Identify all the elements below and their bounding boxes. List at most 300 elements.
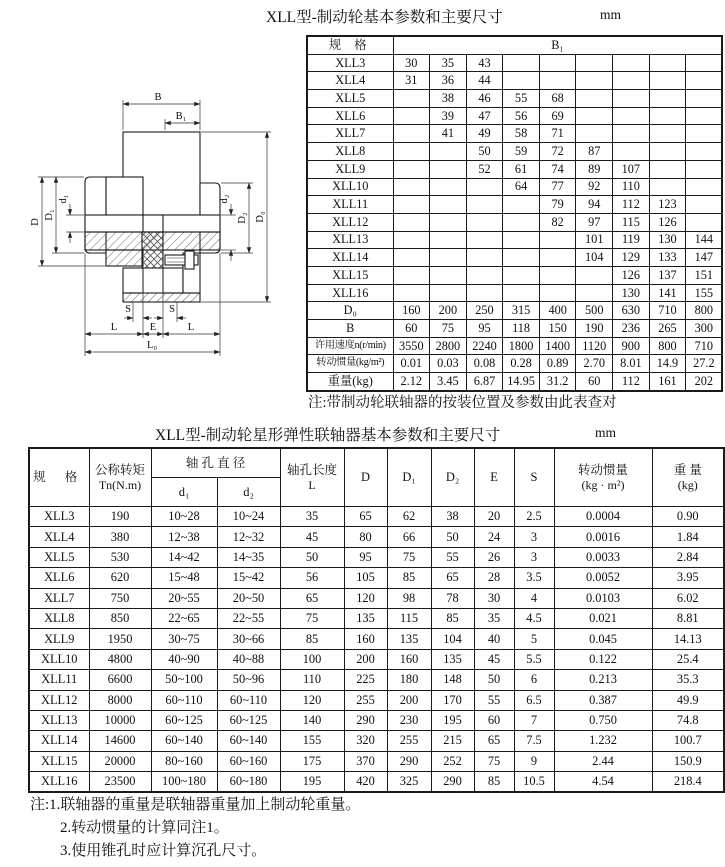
value-cell: 35 — [430, 54, 467, 72]
row-label: XLL12 — [29, 690, 89, 710]
dim-label-d2: d₂ — [219, 194, 230, 204]
value-cell: 30 — [393, 54, 430, 72]
table-row — [29, 588, 724, 608]
value-cell: 60 — [576, 373, 613, 391]
row-label: XLL9 — [29, 629, 89, 649]
value-cell: 750 — [89, 588, 151, 608]
value-cell: 44 — [466, 72, 503, 90]
value-cell — [393, 107, 430, 125]
value-cell: 120 — [344, 588, 387, 608]
table-row — [29, 568, 724, 588]
value-cell: 7.5 — [514, 731, 554, 751]
value-cell: 147 — [686, 249, 723, 267]
table2-header-row-1 — [29, 448, 724, 478]
value-cell: 850 — [89, 608, 151, 628]
table1-b1-header: B₁ — [393, 36, 722, 54]
table1-title: XLL型-制动轮基本参数和主要尺寸 — [266, 9, 503, 26]
value-cell: 0.387 — [554, 690, 652, 710]
value-cell: 215 — [431, 731, 474, 751]
value-cell: 0.213 — [554, 670, 652, 690]
value-cell: 49 — [466, 125, 503, 143]
value-cell: 80 — [344, 527, 387, 547]
table-row — [307, 355, 722, 373]
value-cell — [430, 266, 467, 284]
value-cell: 175 — [280, 751, 344, 771]
weight-header-line1: 重 量 — [673, 462, 702, 477]
table-row — [307, 196, 722, 214]
value-cell — [466, 284, 503, 302]
value-cell — [649, 90, 686, 108]
value-cell: 620 — [89, 568, 151, 588]
row-label: XLL7 — [29, 588, 89, 608]
value-cell — [686, 196, 723, 214]
value-cell — [466, 196, 503, 214]
value-cell: 60~125 — [151, 710, 217, 730]
value-cell: 50 — [280, 547, 344, 567]
table1-spec-header: 规 格 — [307, 36, 393, 54]
value-cell: 265 — [649, 320, 686, 338]
value-cell — [430, 160, 467, 178]
value-cell: 225 — [344, 670, 387, 690]
table-row — [307, 337, 722, 355]
value-cell: 0.03 — [430, 355, 467, 373]
row-label: XLL11 — [307, 196, 393, 214]
value-cell: 2.12 — [393, 373, 430, 391]
dim-label-d1: d₁ — [58, 194, 69, 204]
value-cell — [613, 125, 650, 143]
value-cell — [686, 107, 723, 125]
dim-label-L: L — [110, 322, 118, 333]
value-cell: 60~180 — [217, 772, 280, 793]
value-cell: 60 — [393, 320, 430, 338]
value-cell: 60~125 — [217, 710, 280, 730]
value-cell: 26 — [474, 547, 514, 567]
value-cell: 10.5 — [514, 772, 554, 793]
coupling-shapes — [85, 132, 220, 302]
value-cell: 160 — [387, 649, 431, 669]
value-cell: 115 — [613, 213, 650, 231]
value-cell: 710 — [686, 337, 723, 355]
value-cell: 112 — [613, 373, 650, 391]
value-cell: 123 — [649, 196, 686, 214]
value-cell — [393, 178, 430, 196]
value-cell: 160 — [393, 302, 430, 320]
value-cell: 15~48 — [151, 568, 217, 588]
value-cell — [393, 213, 430, 231]
value-cell — [393, 249, 430, 267]
value-cell — [466, 178, 503, 196]
value-cell: 56 — [280, 568, 344, 588]
value-cell — [649, 178, 686, 196]
value-cell: 75 — [280, 608, 344, 628]
table2-borelength-header — [280, 448, 344, 507]
row-label: XLL10 — [29, 649, 89, 669]
footnote-line: 2.转动惯量的计算同注1。 — [60, 820, 229, 836]
dim-label-D1: D₁ — [44, 209, 55, 221]
value-cell: 155 — [280, 731, 344, 751]
value-cell: 14.95 — [503, 373, 540, 391]
value-cell — [576, 90, 613, 108]
value-cell — [393, 196, 430, 214]
table-row — [307, 320, 722, 338]
value-cell: 0.0016 — [554, 527, 652, 547]
value-cell: 50~100 — [151, 670, 217, 690]
table-row — [307, 54, 722, 72]
value-cell: 62 — [387, 507, 431, 527]
table2-d1-header: d₁ — [151, 478, 217, 507]
value-cell — [576, 284, 613, 302]
value-cell — [393, 284, 430, 302]
table-row — [29, 629, 724, 649]
value-cell: 71 — [539, 125, 576, 143]
table-row — [307, 107, 722, 125]
value-cell: 9 — [514, 751, 554, 771]
row-label: XLL13 — [29, 710, 89, 730]
value-cell: 31 — [393, 72, 430, 90]
table2-d2-header: d₂ — [217, 478, 280, 507]
value-cell: 60 — [474, 710, 514, 730]
value-cell: 200 — [344, 649, 387, 669]
table-row — [29, 690, 724, 710]
table-row — [307, 249, 722, 267]
value-cell: 101 — [576, 231, 613, 249]
value-cell: 20 — [474, 507, 514, 527]
value-cell: 0.08 — [466, 355, 503, 373]
value-cell — [613, 107, 650, 125]
value-cell: 2.84 — [652, 547, 724, 567]
dim-label-S: S — [125, 304, 131, 315]
value-cell — [503, 266, 540, 284]
value-cell: 105 — [344, 568, 387, 588]
value-cell — [503, 72, 540, 90]
row-label: XLL4 — [307, 72, 393, 90]
value-cell: 40~90 — [151, 649, 217, 669]
value-cell: 0.750 — [554, 710, 652, 730]
value-cell: 1.232 — [554, 731, 652, 751]
table2-D2-header: D₂ — [431, 448, 474, 507]
table-row — [29, 649, 724, 669]
borelength-header-line1: 轴孔长度 — [287, 462, 338, 477]
value-cell: 20000 — [89, 751, 151, 771]
dim-label-D0: D₀ — [255, 211, 266, 223]
value-cell — [503, 196, 540, 214]
value-cell — [686, 178, 723, 196]
value-cell: 45 — [280, 527, 344, 547]
value-cell: 200 — [387, 690, 431, 710]
value-cell: 0.045 — [554, 629, 652, 649]
value-cell — [393, 160, 430, 178]
value-cell: 6.87 — [466, 373, 503, 391]
value-cell: 24 — [474, 527, 514, 547]
value-cell: 190 — [89, 507, 151, 527]
value-cell: 31.2 — [539, 373, 576, 391]
value-cell: 255 — [387, 731, 431, 751]
value-cell: 12~32 — [217, 527, 280, 547]
row-label: XLL5 — [307, 90, 393, 108]
value-cell: 10~24 — [217, 507, 280, 527]
value-cell — [430, 249, 467, 267]
value-cell — [686, 72, 723, 90]
value-cell — [576, 72, 613, 90]
footnotes — [30, 794, 360, 863]
value-cell: 380 — [89, 527, 151, 547]
value-cell: 56 — [503, 107, 540, 125]
value-cell: 14.9 — [649, 355, 686, 373]
value-cell — [393, 90, 430, 108]
value-cell — [503, 231, 540, 249]
value-cell: 50 — [474, 670, 514, 690]
value-cell — [686, 125, 723, 143]
value-cell: 129 — [613, 249, 650, 267]
value-cell — [393, 231, 430, 249]
row-label: XLL16 — [29, 772, 89, 793]
brake-wheel-table — [306, 35, 723, 392]
table-row — [29, 751, 724, 771]
value-cell — [649, 160, 686, 178]
dim-label-B: B — [154, 92, 162, 103]
table2-weight-header — [652, 448, 724, 507]
table-row — [29, 608, 724, 628]
value-cell: 14~42 — [151, 547, 217, 567]
value-cell — [539, 54, 576, 72]
value-cell: 65 — [431, 568, 474, 588]
value-cell: 1950 — [89, 629, 151, 649]
table-row — [307, 373, 722, 391]
table-row — [307, 72, 722, 90]
value-cell — [430, 231, 467, 249]
value-cell — [613, 90, 650, 108]
value-cell: 43 — [466, 54, 503, 72]
value-cell — [649, 107, 686, 125]
value-cell: 100 — [280, 649, 344, 669]
value-cell: 1800 — [503, 337, 540, 355]
value-cell: 104 — [431, 629, 474, 649]
torque-header-line2: Tn(N.m) — [98, 477, 142, 492]
table-row — [29, 547, 724, 567]
table-row — [307, 90, 722, 108]
dim-label-E: E — [149, 322, 157, 333]
value-cell: 74 — [539, 160, 576, 178]
value-cell: 60~140 — [151, 731, 217, 751]
value-cell: 290 — [344, 710, 387, 730]
row-label: XLL14 — [307, 249, 393, 267]
value-cell — [649, 143, 686, 161]
value-cell: 135 — [344, 608, 387, 628]
value-cell: 3550 — [393, 337, 430, 355]
value-cell: 65 — [474, 731, 514, 751]
value-cell: 40 — [474, 629, 514, 649]
value-cell: 800 — [686, 302, 723, 320]
value-cell: 41 — [430, 125, 467, 143]
value-cell: 110 — [613, 178, 650, 196]
value-cell: 300 — [686, 320, 723, 338]
value-cell: 75 — [430, 320, 467, 338]
value-cell: 14~35 — [217, 547, 280, 567]
value-cell: 68 — [539, 90, 576, 108]
value-cell: 180 — [387, 670, 431, 690]
value-cell: 252 — [431, 751, 474, 771]
value-cell: 36 — [430, 72, 467, 90]
table1-header-row — [307, 36, 722, 54]
value-cell: 14600 — [89, 731, 151, 751]
value-cell: 144 — [686, 231, 723, 249]
row-label: XLL7 — [307, 125, 393, 143]
value-cell: 27.2 — [686, 355, 723, 373]
value-cell: 35.3 — [652, 670, 724, 690]
value-cell: 50 — [466, 143, 503, 161]
table2-D-header: D — [344, 448, 387, 507]
value-cell: 87 — [576, 143, 613, 161]
value-cell: 5 — [514, 629, 554, 649]
value-cell: 60~110 — [217, 690, 280, 710]
row-label: XLL14 — [29, 731, 89, 751]
value-cell: 50~96 — [217, 670, 280, 690]
value-cell: 94 — [576, 196, 613, 214]
table-row — [307, 266, 722, 284]
value-cell: 28 — [474, 568, 514, 588]
table-row — [307, 178, 722, 196]
value-cell: 55 — [431, 547, 474, 567]
value-cell: 218.4 — [652, 772, 724, 793]
value-cell: 170 — [431, 690, 474, 710]
value-cell — [539, 284, 576, 302]
value-cell — [503, 213, 540, 231]
value-cell — [466, 213, 503, 231]
value-cell: 110 — [280, 670, 344, 690]
value-cell: 25.4 — [652, 649, 724, 669]
value-cell: 3 — [514, 527, 554, 547]
value-cell: 500 — [576, 302, 613, 320]
row-label: XLL16 — [307, 284, 393, 302]
value-cell: 1.84 — [652, 527, 724, 547]
value-cell: 130 — [649, 231, 686, 249]
value-cell — [393, 125, 430, 143]
value-cell: 8000 — [89, 690, 151, 710]
value-cell: 0.89 — [539, 355, 576, 373]
table2-D1-header: D₁ — [387, 448, 431, 507]
dim-label-B1: B₁ — [175, 111, 187, 122]
value-cell — [576, 266, 613, 284]
row-label: XLL13 — [307, 231, 393, 249]
value-cell — [393, 266, 430, 284]
value-cell: 0.122 — [554, 649, 652, 669]
row-label: 许用速度n(r/min) — [307, 337, 393, 355]
value-cell: 290 — [387, 751, 431, 771]
dim-label-S: S — [169, 304, 175, 315]
row-label: B — [307, 320, 393, 338]
value-cell: 133 — [649, 249, 686, 267]
value-cell: 82 — [539, 213, 576, 231]
value-cell: 45 — [474, 649, 514, 669]
value-cell: 20~50 — [217, 588, 280, 608]
inertia-header-line2: (kg · m²) — [581, 477, 625, 492]
value-cell: 325 — [387, 772, 431, 793]
value-cell: 250 — [466, 302, 503, 320]
value-cell: 92 — [576, 178, 613, 196]
value-cell: 80~160 — [151, 751, 217, 771]
row-label: XLL15 — [307, 266, 393, 284]
value-cell: 5.5 — [514, 649, 554, 669]
value-cell: 30 — [474, 588, 514, 608]
row-label: XLL11 — [29, 670, 89, 690]
table-row — [307, 125, 722, 143]
value-cell — [430, 284, 467, 302]
value-cell: 800 — [649, 337, 686, 355]
value-cell — [649, 125, 686, 143]
value-cell: 64 — [503, 178, 540, 196]
value-cell — [466, 249, 503, 267]
value-cell: 65 — [344, 507, 387, 527]
table2-torque-header — [89, 448, 151, 507]
value-cell: 236 — [613, 320, 650, 338]
value-cell: 107 — [613, 160, 650, 178]
value-cell: 74.8 — [652, 710, 724, 730]
value-cell: 120 — [280, 690, 344, 710]
value-cell: 130 — [613, 284, 650, 302]
row-label: XLL3 — [29, 507, 89, 527]
value-cell: 85 — [280, 629, 344, 649]
table2-E-header: E — [474, 448, 514, 507]
value-cell: 6 — [514, 670, 554, 690]
value-cell — [576, 125, 613, 143]
value-cell: 2240 — [466, 337, 503, 355]
value-cell: 66 — [387, 527, 431, 547]
value-cell: 255 — [344, 690, 387, 710]
value-cell: 8.81 — [652, 608, 724, 628]
row-label: XLL10 — [307, 178, 393, 196]
value-cell: 112 — [613, 196, 650, 214]
value-cell: 400 — [539, 302, 576, 320]
value-cell: 85 — [474, 772, 514, 793]
value-cell: 530 — [89, 547, 151, 567]
value-cell: 30~75 — [151, 629, 217, 649]
value-cell: 46 — [466, 90, 503, 108]
table-row — [307, 213, 722, 231]
value-cell: 58 — [503, 125, 540, 143]
value-cell: 0.01 — [393, 355, 430, 373]
value-cell: 97 — [576, 213, 613, 231]
value-cell: 370 — [344, 751, 387, 771]
value-cell — [649, 72, 686, 90]
value-cell: 20~55 — [151, 588, 217, 608]
table2-inertia-header — [554, 448, 652, 507]
value-cell: 140 — [280, 710, 344, 730]
value-cell: 78 — [431, 588, 474, 608]
table-row — [307, 302, 722, 320]
table2-S-header: S — [514, 448, 554, 507]
coupling-parameters-table — [28, 447, 725, 793]
value-cell: 148 — [431, 670, 474, 690]
value-cell: 14.13 — [652, 629, 724, 649]
row-label: XLL8 — [307, 143, 393, 161]
value-cell: 150 — [539, 320, 576, 338]
value-cell: 75 — [474, 751, 514, 771]
row-label: D₀ — [307, 302, 393, 320]
value-cell: 49.9 — [652, 690, 724, 710]
value-cell: 6600 — [89, 670, 151, 690]
value-cell: 135 — [431, 649, 474, 669]
value-cell: 79 — [539, 196, 576, 214]
value-cell: 2800 — [430, 337, 467, 355]
value-cell: 420 — [344, 772, 387, 793]
value-cell: 4800 — [89, 649, 151, 669]
footnote-line: 注:1.联轴器的重量是联轴器重量加上制动轮重量。 — [30, 797, 361, 813]
table2-title: XLL型-制动轮星形弹性联轴器基本参数和主要尺寸 — [155, 427, 501, 444]
value-cell: 60~160 — [217, 751, 280, 771]
value-cell: 75 — [387, 547, 431, 567]
value-cell: 119 — [613, 231, 650, 249]
value-cell: 104 — [576, 249, 613, 267]
